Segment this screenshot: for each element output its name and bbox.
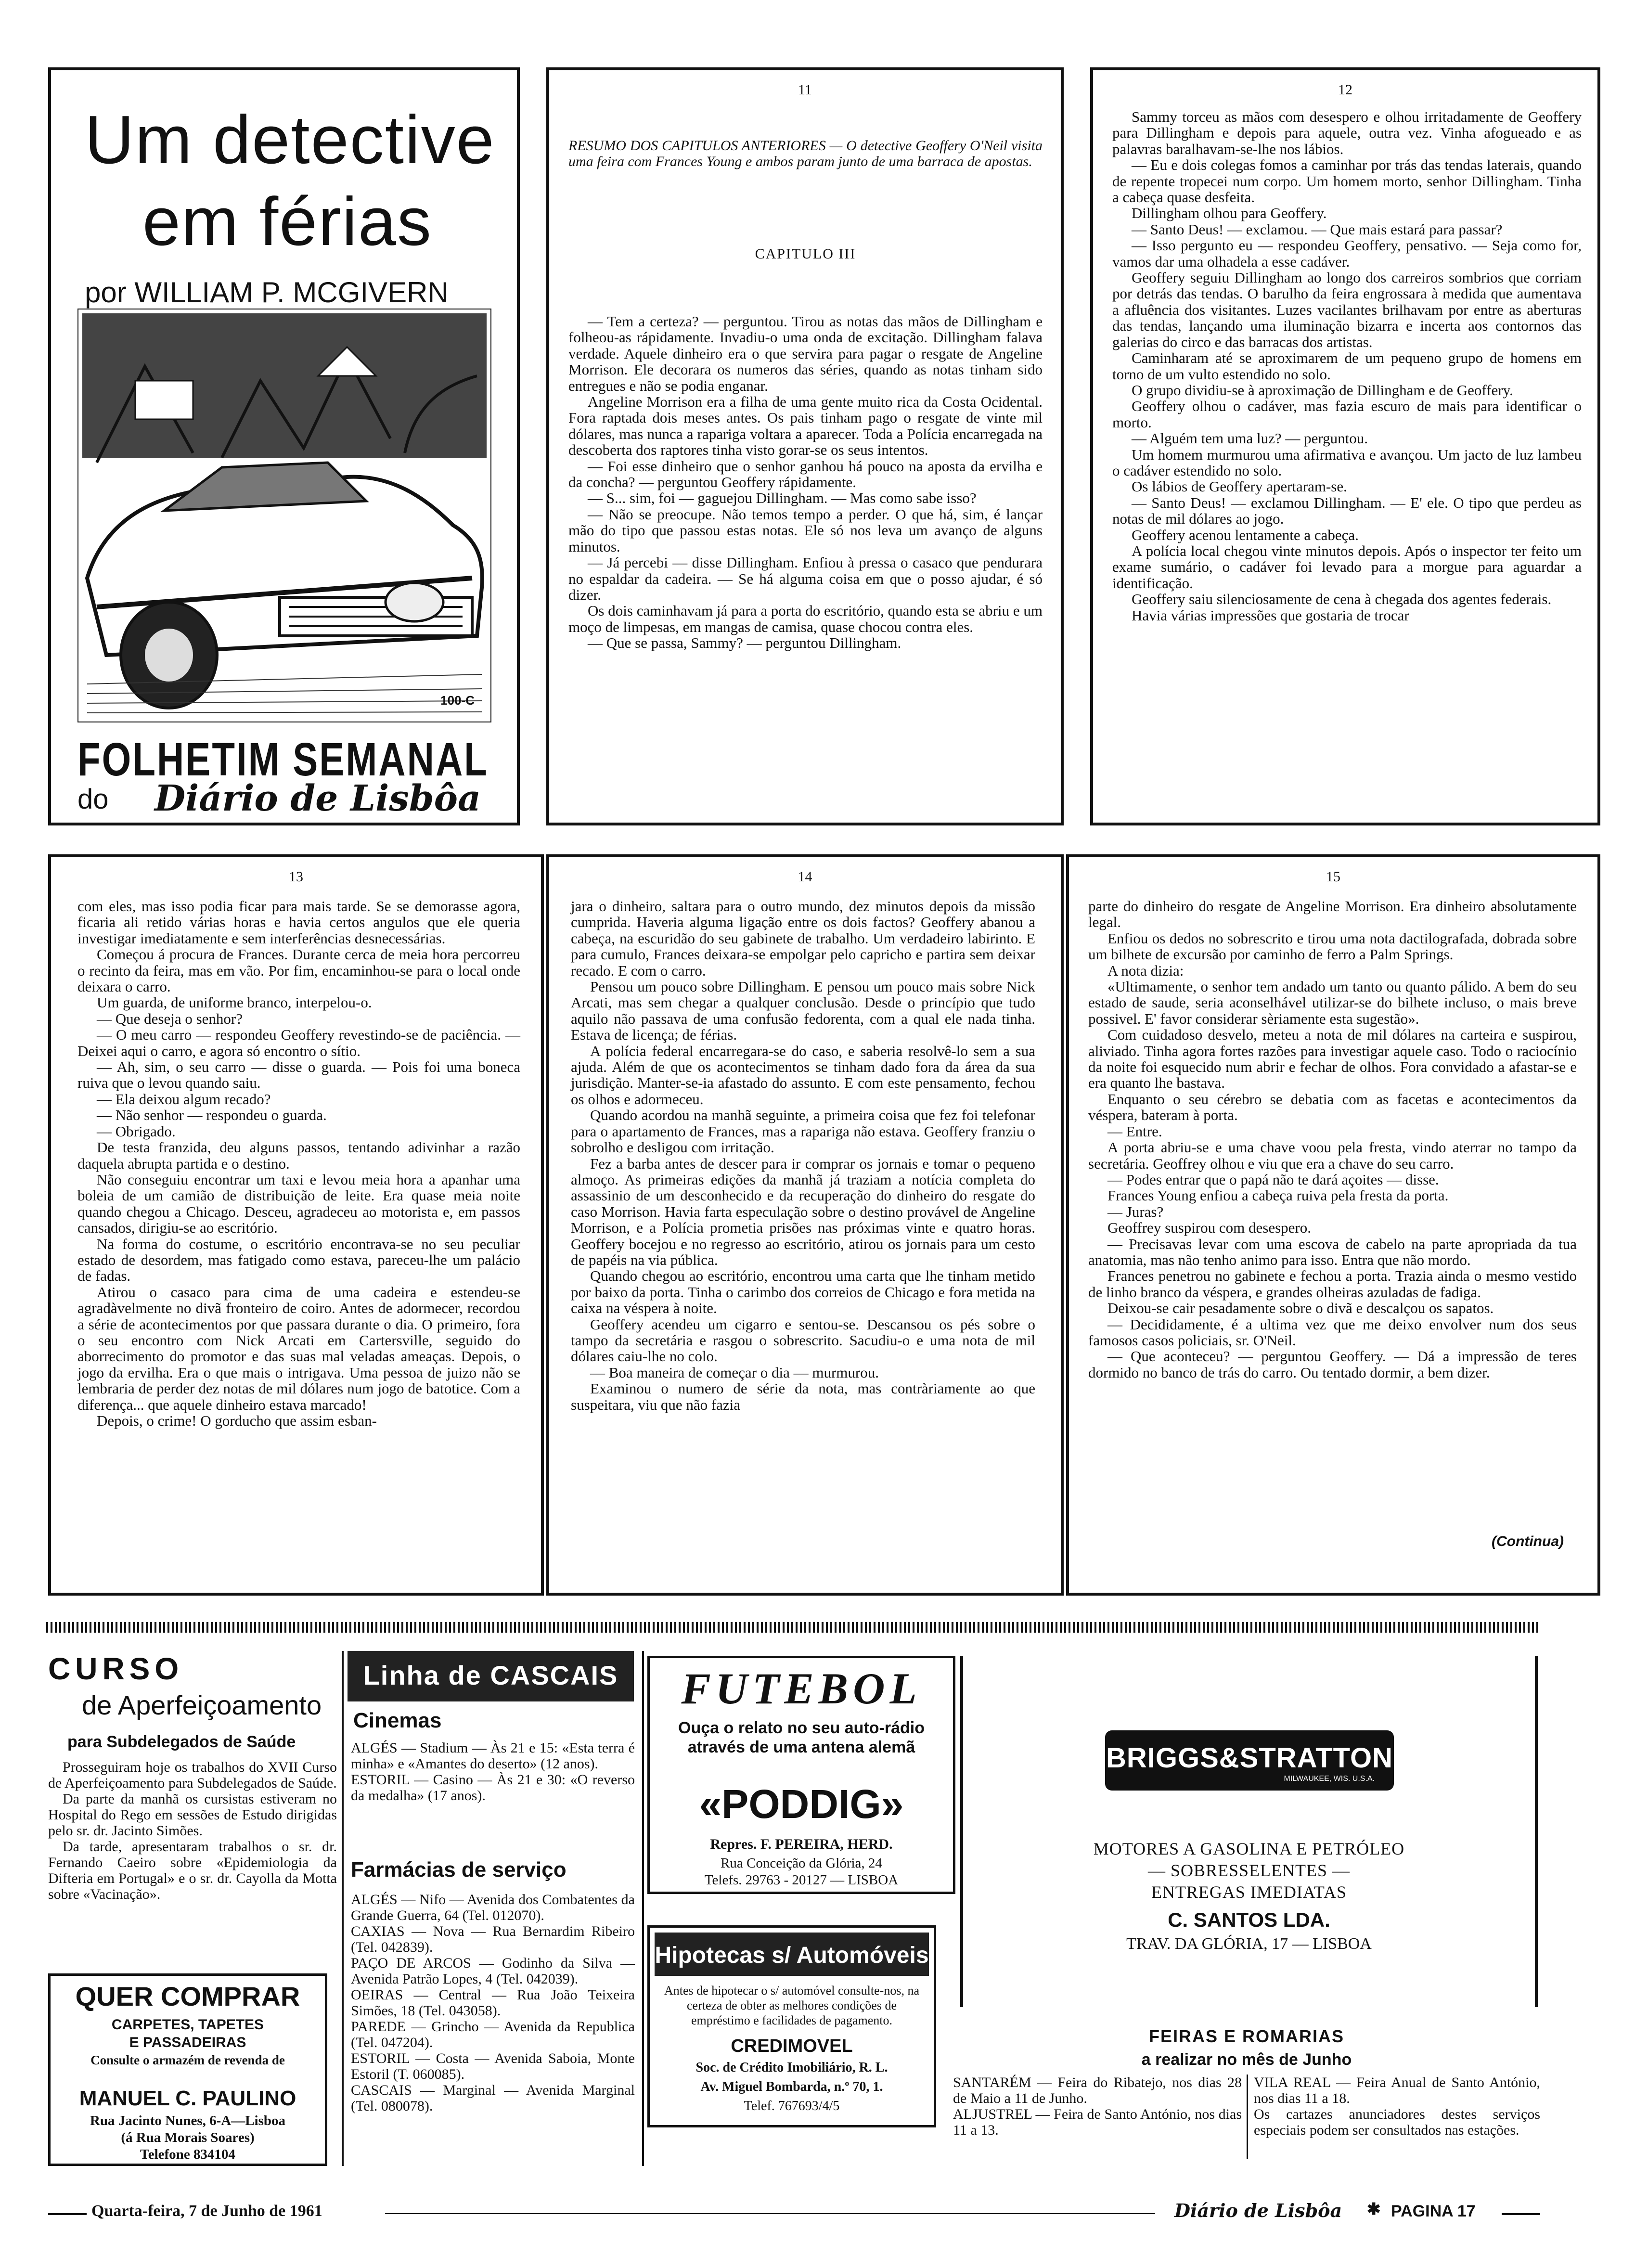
curso-title: CURSO	[48, 1651, 184, 1686]
paragraph: — Tem a certeza? — perguntou. Tirou as notas das mãos de Dillingham e folheou-as rápidamente. Invadiu-o uma onda de excitação. Dillingham falava verdade. Aquele dinheiro era o que servira para pagar o resgate de Angeline Morrison. Ele decorara os numeros das séries, quando as notas tinham sido entregues e não se podia enganar.	[568, 313, 1043, 394]
quer-phone: Telefone 834104	[140, 2147, 235, 2162]
curso-text	[48, 1759, 337, 1902]
paragraph: — Santo Deus! — exclamou Dillingham. — E' ele. O tipo que perdeu as notas de mil dólares ao jogo.	[1112, 494, 1582, 528]
page-number: 12	[1338, 82, 1352, 98]
page-11-text	[568, 313, 1043, 651]
paragraph: jara o dinheiro, saltara para o outro mundo, dez minutos depois da missão cumprida. Haveria alguma ligação entre os dois factos? Geoffery abanou a cabeça, na escuridão do seu gabinete de trabalho. Um verdadeiro labirinto. E para cumulo, Frances deixara-se empolgar pelo capricho e partira sem deixar recado. E com o carro.	[571, 898, 1035, 979]
paragraph: Geoffery acendeu um cigarro e sentou-se. Descansou os pés sobre o tampo da secretária e rasgou o sobrescrito. Sacudiu-o e uma nota de mil dólares caiu-lhe no colo.	[571, 1315, 1035, 1365]
page-12-panel	[1090, 67, 1600, 825]
hipotecas-address: Av. Miguel Bombarda, n.º 70, 1.	[700, 2079, 883, 2094]
curso-paragraph: Prosseguiram hoje os trabalhos do XVII Curso de Aperfeiçoamento para Subdelegados de Saúde.	[48, 1759, 337, 1791]
paragraph: SANTARÉM — Feira do Ribatejo, nos dias 28 de Maio a 11 de Junho.	[953, 2075, 1242, 2106]
hipotecas-banner	[655, 1933, 929, 1976]
paragraph: — Foi esse dinheiro que o senhor ganhou há pouco na aposta da ervilha e da concha? — perguntou Geoffery rápidamente.	[568, 457, 1043, 491]
paragraph: — O meu carro — respondeu Geoffery revestindo-se de paciência. — Deixei aqui o carro, e agora só encontro o sítio.	[77, 1026, 520, 1059]
feiras-right	[1254, 2075, 1540, 2138]
paragraph: Geoffery olhou o cadáver, mas fazia escuro de mais para identificar o morto.	[1112, 398, 1582, 431]
briggs-name: C. SANTOS LDA.	[1168, 1908, 1330, 1931]
paragraph: Angeline Morrison era a filha de uma gente muito rica da Costa Ocidental. Fora raptada dois meses antes. Os pais tinham pago o resgate de vinte mil dólares, mas nunca a rapariga voltara a aparecer. Toda a Polícia encarregada na descoberta dos raptores tinha visto gorar-se os seus intentos.	[568, 393, 1043, 459]
paragraph: Geoffrey suspirou com desespero.	[1107, 1219, 1311, 1237]
paragraph: Os dois caminhavam já para a porta do escritório, quando esta se abriu e um moço de limpesas, em mangas de camisa, quase chocou contra eles.	[568, 602, 1043, 635]
page-13-text	[77, 898, 520, 1429]
paragraph: Não conseguiu encontrar um taxi e levou meia hora a apanhar uma boleia de um camião de distribuição de leite. Era quase meia noite quando chegou a Chicago. Desceu, agradeceu ao motorista e, em passos cansados, dirigiu-se ao escritório.	[77, 1171, 520, 1237]
paragraph: Frances penetrou no gabinete e fechou a porta. Trazia ainda o mesmo vestido de linho branco da véspera, e grandes olheiras azuladas de fadiga.	[1088, 1267, 1577, 1301]
curso-ad	[48, 1651, 337, 1964]
paragraph: PAREDE — Grincho — Avenida da Republica (Tel. 047204).	[351, 2019, 635, 2050]
page-12-text	[1112, 109, 1582, 623]
briggs-line3: ENTREGAS IMEDIATAS	[1151, 1882, 1347, 1902]
curso-subtitle: de Aperfeiçoamento	[82, 1690, 322, 1720]
paragraph: Quando chegou ao escritório, encontrou uma carta que lhe tinham metido por baixo da porta. Tinha o carimbo dos correios de Chicago e fora metida na caixa na véspera à noite.	[571, 1267, 1035, 1317]
paragraph: Na forma do costume, o escritório encontrava-se no seu peculiar estado de desordem, mas fatigado como estava, pareceu-lhe um palácio de fadas.	[77, 1235, 520, 1285]
paragraph: parte do dinheiro do resgate de Angeline Morrison. Era dinheiro absolutamente legal.	[1088, 898, 1577, 931]
paragraph: — Eu e dois colegas fomos a caminhar por trás das tendas laterais, quando de repente tropecei num corpo. Um homem morto, senhor Dillingham. Tinha a cabeça quase desfeita.	[1112, 156, 1582, 206]
car-illustration	[77, 309, 491, 722]
story-title-line1: Um detective	[85, 102, 495, 178]
story-title-line2: em férias	[142, 183, 432, 260]
paragraph: — Não senhor — respondeu o guarda.	[97, 1107, 327, 1124]
story-author: por WILLIAM P. MCGIVERN	[85, 276, 449, 309]
cascais-column	[342, 1651, 644, 2166]
illustration-caption: 100-C	[440, 693, 475, 708]
paragraph: — S... sim, foi — gaguejou Dillingham. — Mas como sabe isso?	[588, 490, 977, 507]
paragraph: Frances Young enfiou a cabeça ruiva pela fresta da porta.	[1107, 1187, 1449, 1204]
footer-rule-left	[48, 2213, 87, 2215]
paragraph: Os lábios de Geoffery apertaram-se.	[1132, 478, 1347, 495]
paragraph: Quando acordou na manhã seguinte, a primeira coisa que fez foi telefonar para o apartamento de Frances, mas a rapariga não estava. Geoffery franziu o sobrolho e desligou com irritação.	[571, 1107, 1035, 1156]
futebol-repres: Repres. F. PEREIRA, HERD.	[710, 1836, 893, 1852]
feiras-left	[953, 2075, 1242, 2138]
page-11-panel	[546, 67, 1064, 825]
cascais-banner-text: Linha de CASCAIS	[363, 1660, 618, 1690]
quer-title: QUER COMPRAR	[75, 1981, 300, 2011]
paragraph: — Juras?	[1107, 1203, 1164, 1220]
paragraph: — Já percebi — disse Dillingham. Enfiou à pressa o casaco que pendurara no espaldar da cadeira. — Se há alguma coisa em que o posso ajudar, é só dizer.	[568, 554, 1043, 603]
section-separator	[46, 1622, 1538, 1633]
briggs-ad	[960, 1656, 1538, 2007]
futebol-phone: Telefs. 29763 - 20127 — LISBOA	[704, 1872, 899, 1888]
futebol-ad	[647, 1656, 955, 1894]
footer-date: Quarta-feira, 7 de Junho de 1961	[91, 2202, 322, 2220]
hipotecas-name: CREDIMOVEL	[731, 2036, 853, 2056]
page-15-text	[1088, 898, 1577, 1380]
page-14-text	[571, 898, 1035, 1413]
hipotecas-ad	[647, 1925, 936, 2127]
title-panel	[48, 67, 520, 825]
feiras-subtitle: a realizar no mês de Junho	[1141, 2050, 1352, 2069]
cinemas-list	[351, 1740, 635, 1804]
page-15-panel	[1066, 854, 1600, 1596]
continua-label: (Continua)	[1492, 1533, 1564, 1549]
curso-paragraph: Da parte da manhã os cursistas estiveram no Hospital do Rego em sessões de Estudo dirigidas pelo sr. dr. Jacinto Simões.	[48, 1791, 337, 1839]
paragraph: Os cartazes anunciadores destes serviços especiais podem ser consultados nas estações.	[1254, 2106, 1540, 2138]
paragraph: VILA REAL — Feira Anual de Santo António, nos dias 11 a 18.	[1254, 2075, 1540, 2106]
paragraph: A polícia federal encarregara-se do caso, e saberia resolvê-lo sem a sua ajuda. Além de que os acontecimentos se tinham dado fora da área da sua jurisdição. Manter-se-ia afastado do assunto. E com este pensamento, fechou os olhos e adormeceu.	[571, 1042, 1035, 1108]
footer-rule-right	[1502, 2213, 1540, 2215]
cinemas-heading: Cinemas	[353, 1709, 442, 1732]
paragraph: — Entre.	[1107, 1122, 1162, 1140]
briggs-logo-sub: MILWAUKEE, WIS. U.S.A.	[1284, 1775, 1375, 1783]
paragraph: Depois, o crime! O gorducho que assim esban-	[97, 1412, 377, 1429]
page-number: 13	[289, 869, 303, 885]
page-14-panel	[546, 854, 1064, 1596]
briggs-logo	[1105, 1730, 1394, 1791]
paragraph: — Que se passa, Sammy? — perguntou Dillingham.	[588, 634, 901, 652]
paragraph: com eles, mas isso podia ficar para mais tarde. Se se demorasse agora, ficaria ali retido várias horas e havia certos angulos que ele queria investigar imediatamente e sem interferências desnecessárias.	[77, 898, 520, 947]
paragraph: Pensou um pouco sobre Dillingham. E pensou um pouco mais sobre Nick Arcati, mas sem chegar a qualquer conclusão. Desde o princípio que tudo aquilo não passava de uma confusão fedorenta, com a qual ele nada tinha. Estava de licença; de férias.	[571, 978, 1035, 1044]
paragraph: «Ultimamente, o senhor tem andado um tanto ou quanto pálido. A bem do seu estado de saude, seria aconselhável utilizar-se do bilhete incluso, o mais breve possivel. E' favor considerar sèriamente esta sugestão».	[1088, 978, 1577, 1027]
paragraph: — Obrigado.	[97, 1122, 176, 1140]
futebol-line1: Ouça o relato no seu auto-rádio através de uma antena alemã	[678, 1719, 925, 1756]
footer-paper-name: Diário de Lisbôa	[1174, 2200, 1342, 2221]
briggs-address: TRAV. DA GLÓRIA, 17 — LISBOA	[1126, 1935, 1372, 1953]
footer-page: PAGINA 17	[1391, 2202, 1476, 2220]
briggs-line1: MOTORES A GASOLINA E PETRÓLEO	[1093, 1839, 1405, 1858]
paragraph: — Santo Deus! — exclamou. — Que mais estará para passar?	[1132, 220, 1503, 238]
feiras-ad	[953, 2022, 1540, 2166]
paragraph: O grupo dividiu-se à aproximação de Dillingham e de Geoffery.	[1132, 381, 1513, 399]
paragraph: — Ah, sim, o seu carro — disse o guarda. — Pois foi uma boneca ruiva que o levou quando saiu.	[77, 1058, 520, 1092]
farmacias-list	[351, 1892, 635, 2114]
paragraph: De testa franzida, deu alguns passos, tentando adivinhar a razão daquela abrupta partida e o destino.	[77, 1139, 520, 1172]
page-number: 14	[798, 869, 812, 885]
paragraph: Geoffery seguiu Dillingham ao longo dos carreiros sombrios que corriam por detrás das tendas. O barulho da feira engrossara à medida que aumentava a afluência dos visitantes. Luzes vacilantes brilhavam por entre as aberturas das tendas, lançando uma iluminação bizarra e incerta aos contornos das galerias do circo e das barracas dos artistas.	[1112, 269, 1582, 350]
chapter-summary: RESUMO DOS CAPITULOS ANTERIORES — O detective Geoffery O'Neil visita uma feira com Frances Young e ambos param junto de uma barraca de apostas.	[568, 138, 1043, 169]
page-13-panel	[48, 854, 544, 1596]
futebol-brand: «PODDIG»	[699, 1781, 904, 1827]
quer-line2: E PASSADEIRAS	[129, 2035, 246, 2050]
paragraph: Um homem murmurou uma afirmativa e avançou. Um jacto de luz lambeu o cadáver estendido no solo.	[1112, 446, 1582, 479]
paragraph: PAÇO DE ARCOS — Godinho da Silva — Avenida Patrão Lopes, 4 (Tel. 042039).	[351, 1955, 635, 1987]
paragraph: — Decididamente, é a ultima vez que me deixo envolver num dos seus famosos casos policiais, sr. O'Neil.	[1088, 1315, 1577, 1349]
paragraph: Enquanto o seu cérebro se debatia com as facetas e acontecimentos da véspera, bateram à porta.	[1088, 1090, 1577, 1124]
paragraph: ESTORIL — Casino — Às 21 e 30: «O reverso da medalha» (17 anos).	[351, 1772, 635, 1804]
paragraph: Sammy torceu as mãos com desespero e olhou irritadamente de Geoffery para Dillingham e depois para aquele, outra vez. Vinha afogueado e as palavras baralhavam-se-lhe nos lábios.	[1112, 108, 1582, 157]
quer-line1: CARPETES, TAPETES	[111, 2017, 264, 2033]
banner-folhetim: FOLHETIM SEMANAL	[77, 733, 489, 786]
paragraph: — Que aconteceu? — perguntou Geoffery. — Dá a impressão de teres dormido no banco de trás do carro. Ou tentado dormir, a bem dizer.	[1088, 1348, 1577, 1381]
farmacias-heading: Farmácias de serviço	[351, 1858, 566, 1881]
hipotecas-text: Antes de hipotecar o s/ automóvel consulte-nos, na certeza de obter as melhores condições de empréstimo e facilidades de pagamento.	[664, 1984, 919, 2027]
footer-star-icon: ✱	[1367, 2201, 1381, 2218]
paragraph: Atirou o casaco para cima de uma cadeira e estendeu-se agradàvelmente no divã fronteiro de coiro. Antes de adormecer, recordou a série de acontecimentos por que passara durante o dia. O primeiro, fora o seu encontro com Nick Arcati em Cartersville, seguido do aborrecimento do promotor e das suas mal veladas ameaças. Depois, o jogo da ervilha. Era o que mais o intrigava. Uma pessoa de juizo não se lembraria de perder dez notas de mil dólares num jogo de batotice. Com a diferença... que aquele dinheiro estava marcado!	[77, 1283, 520, 1413]
paragraph: Dillingham olhou para Geoffery.	[1132, 205, 1327, 222]
paragraph: — Precisavas levar com uma escova de cabelo na parte apropriada da tua anatomia, mas não tenho animo para isso. Entra que não mordo.	[1088, 1235, 1577, 1268]
paragraph: Fez a barba antes de descer para ir comprar os jornais e tomar o pequeno almoço. As primeiras edições da manhã já traziam a notícia completa do assassinio de um desconhecido e da recuperação do dinheiro do resgate do caso Morrison. Havia farta especulação sobre o destino provável de Angeline Morrison, e a Polícia prometia prisões nas próximas vinte e quatro horas. Geoffery bocejou e no regresso ao escritório, atirou os jornais para um cesto de papéis na via pública.	[571, 1155, 1035, 1268]
paragraph: Havia várias impressões que gostaria de trocar	[1132, 606, 1409, 624]
hipotecas-soc: Soc. de Crédito Imobiliário, R. L.	[695, 2060, 888, 2075]
quer-comprar-ad	[48, 1973, 327, 2166]
curso-paragraph: Da tarde, apresentaram trabalhos o sr. dr. Fernando Caeiro sobre «Epidemiologia da Difteria em Portugal» e o sr. dr. Cayolla da Motta sobre «Vacinação».	[48, 1839, 337, 1902]
banner-from: do	[77, 784, 109, 815]
paragraph: Um guarda, de uniforme branco, interpelou-o.	[97, 994, 372, 1011]
paragraph: ALGÉS — Nifo — Avenida dos Combatentes da Grande Guerra, 64 (Tel. 012070).	[351, 1892, 635, 1923]
paragraph: Deixou-se cair pesadamente sobre o divã e descalçou os sapatos.	[1107, 1300, 1494, 1317]
paragraph: Com cuidadoso desvelo, meteu a nota de mil dólares na carteira e suspirou, aliviado. Tinha agora fortes razões para investigar aquele caso. Todo o raciocínio da noite foi esquecido num abrir e fechar de olhos. Fora convidado a afastar-se e era quanto lhe bastava.	[1088, 1026, 1577, 1092]
chapter-heading: CAPITULO III	[755, 246, 856, 262]
page-number: 11	[798, 82, 812, 98]
cascais-banner	[348, 1651, 634, 1701]
paragraph: — Boa maneira de começar o dia — murmurou.	[590, 1364, 879, 1381]
paper-name-logo: Diário de Lisbôa	[154, 778, 481, 819]
briggs-logo-text: BRIGGS&STRATTON	[1106, 1742, 1393, 1774]
paragraph: ESTORIL — Costa — Avenida Saboia, Monte Estoril (T. 060085).	[351, 2050, 635, 2082]
curso-for: para Subdelegados de Saúde	[67, 1733, 296, 1751]
paragraph: Enfiou os dedos no sobrescrito e tirou uma nota dactilografada, dobrada sobre um bilhete de excursão por caminho de ferro a Palm Springs.	[1088, 929, 1577, 963]
paragraph: — Que deseja o senhor?	[97, 1010, 243, 1027]
quer-addr2: (á Rua Morais Soares)	[121, 2130, 255, 2145]
paragraph: ALGÉS — Stadium — Às 21 e 15: «Esta terra é minha» e «Amantes do deserto» (12 anos).	[351, 1740, 635, 1772]
paragraph: OEIRAS — Central — Rua João Teixeira Simões, 18 (Tel. 043058).	[351, 1987, 635, 2019]
quer-name: MANUEL C. PAULINO	[79, 2087, 296, 2110]
paragraph: ALJUSTREL — Feira de Santo António, nos dias 11 a 13.	[953, 2106, 1242, 2138]
paragraph: Caminharam até se aproximarem de um pequeno grupo de homens em torno de um vulto estendido no solo.	[1112, 349, 1582, 383]
paragraph: — Isso pergunto eu — respondeu Geoffery, pensativo. — Seja como for, vamos dar uma olhadela a esse cadáver.	[1112, 237, 1582, 270]
paragraph: Examinou o numero de série da nota, mas contràriamente ao que suspeitara, viu que não fazia	[571, 1380, 1035, 1413]
paragraph: CAXIAS — Nova — Rua Bernardim Ribeiro (Tel. 042839).	[351, 1923, 635, 1955]
paragraph: A porta abriu-se e uma chave voou pela fresta, vindo aterrar no tampo da secretária. Geoffrey olhou e viu que era a chave do seu carro.	[1088, 1139, 1577, 1172]
paragraph: — Ela deixou algum recado?	[97, 1090, 271, 1108]
feiras-title: FEIRAS E ROMARIAS	[1148, 2026, 1345, 2046]
paragraph: — Podes entrar que o papá não te dará açoites — disse.	[1107, 1171, 1439, 1188]
paragraph: A polícia local chegou vinte minutos depois. Após o inspector ter feito um exame sumário, o cadáver foi levado para a morgue para aguardar a identificação.	[1112, 542, 1582, 592]
paragraph: A nota dizia:	[1107, 962, 1184, 979]
paragraph: Geoffery saiu silenciosamente de cena à chegada dos agentes federais.	[1132, 591, 1552, 608]
page-number: 15	[1326, 869, 1340, 885]
hipotecas-title: Hipotecas s/ Automóveis	[655, 1943, 929, 1968]
paragraph: CASCAIS — Marginal — Avenida Marginal (Tel. 080078).	[351, 2082, 635, 2114]
paragraph: — Não se preocupe. Não temos tempo a perder. O que há, sim, é lançar mão do tipo que passou estas notas. Ele só nos leva um avanço de alguns minutos.	[568, 505, 1043, 555]
feiras-divider	[1247, 2075, 1248, 2159]
quer-addr1: Rua Jacinto Nunes, 6-A—Lisboa	[90, 2113, 286, 2128]
footer-rule-mid	[385, 2213, 1155, 2214]
paragraph: — Alguém tem uma luz? — perguntou.	[1132, 430, 1368, 447]
hipotecas-phone: Telef. 767693/4/5	[744, 2099, 840, 2113]
paragraph: Geoffery acenou lentamente a cabeça.	[1132, 526, 1359, 543]
futebol-address: Rua Conceição da Glória, 24	[721, 1856, 882, 1871]
briggs-line2: — SOBRESSELENTES —	[1147, 1861, 1351, 1880]
futebol-title: FUTEBOL	[681, 1664, 922, 1713]
paragraph: Começou á procura de Frances. Durante cerca de meia hora percorreu o recinto da feira, mas em vão. Por fim, encaminhou-se para o local onde deixara o carro.	[77, 946, 520, 995]
quer-line3: Consulte o armazém de revenda de	[90, 2053, 285, 2067]
